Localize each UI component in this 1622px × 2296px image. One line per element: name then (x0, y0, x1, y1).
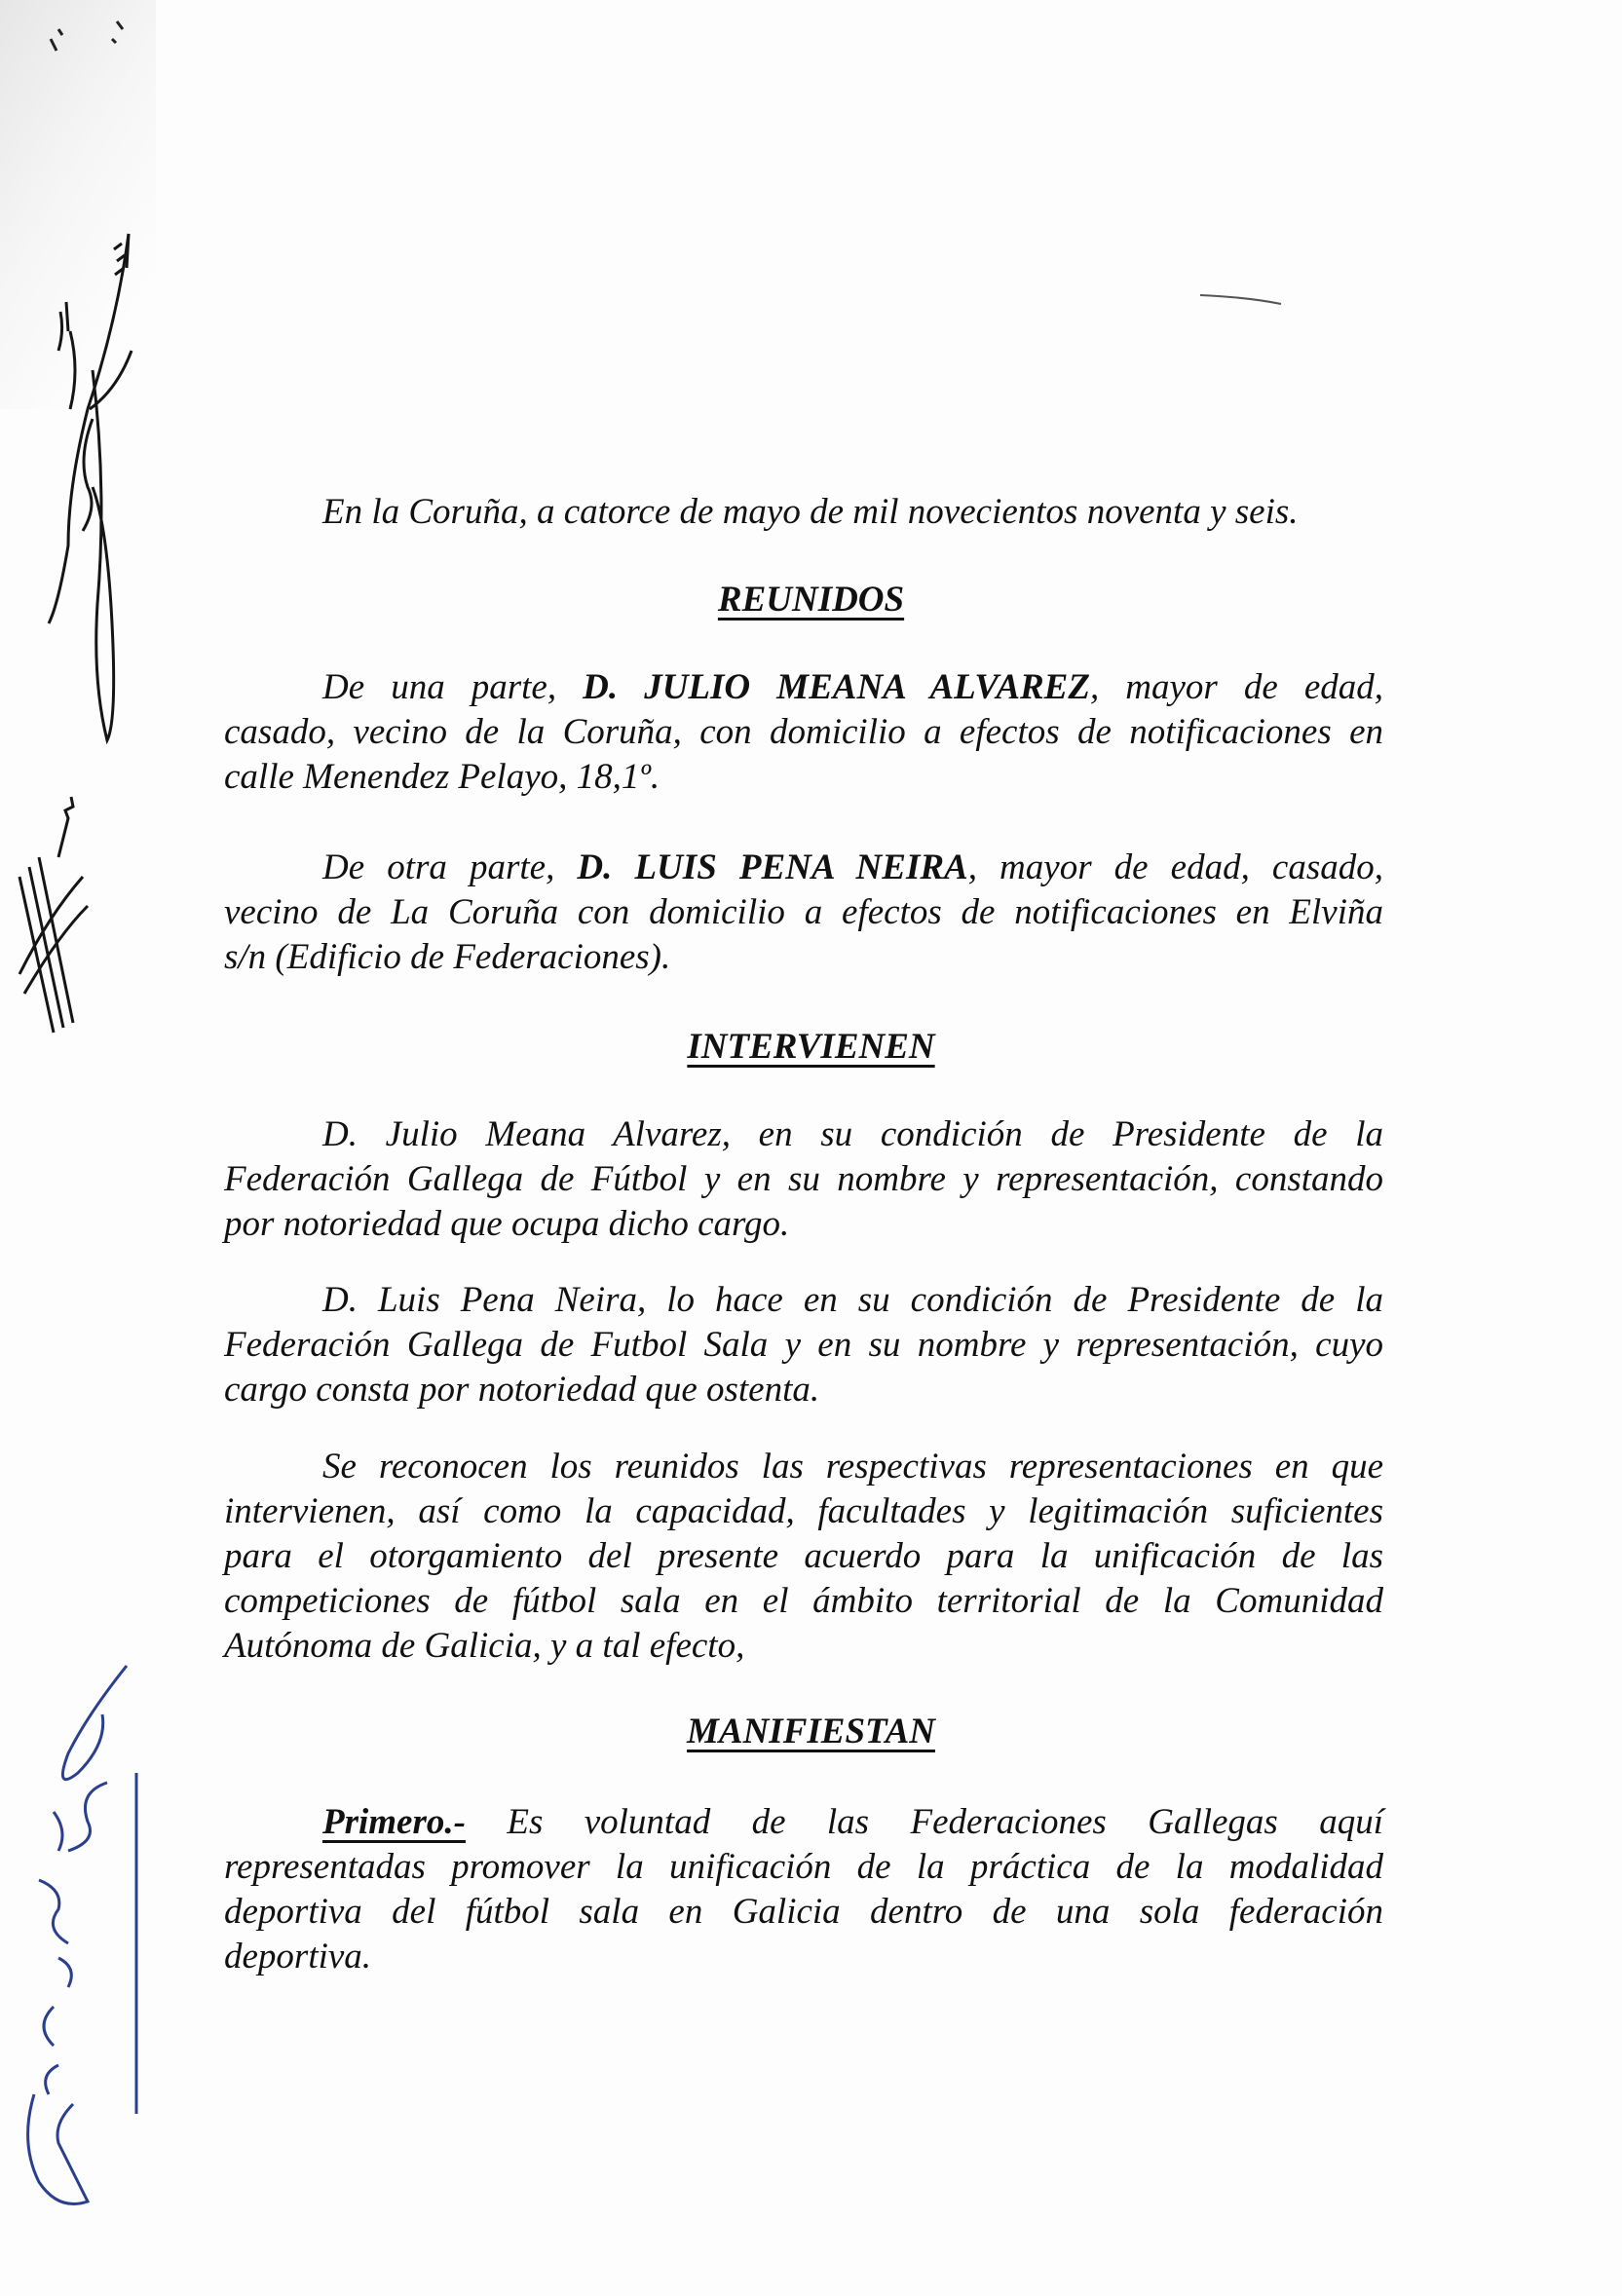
paragraph-line: calle Menendez Pelayo, 18,1º. (224, 757, 660, 797)
date-text: En la Coruña, a catorce de mayo de mil novecientos noventa y seis. (322, 492, 1299, 532)
paragraph-line: D. Julio Meana Alvarez, en su condición de Presidente de la (322, 1114, 1383, 1154)
party-name: D. LUIS PENA NEIRA (577, 847, 968, 887)
paragraph-line: D. Luis Pena Neira, lo hace en su condición de Presidente de la (322, 1280, 1383, 1320)
paragraph-line: Federación Gallega de Futbol Sala y en su nombre y representación, cuyo (224, 1325, 1383, 1365)
party-name: D. JULIO MEANA ALVAREZ (583, 667, 1090, 707)
heading-intervienen (0, 1025, 1622, 1070)
heading-text: REUNIDOS (717, 580, 905, 620)
paragraph-line: vecino de La Coruña con domicilio a efectos de notificaciones en Elviña (224, 892, 1383, 932)
date-line (224, 490, 1383, 535)
paragraph-line: Autónoma de Galicia, y a tal efecto, (224, 1626, 745, 1666)
signature-julio-meana (49, 234, 132, 740)
paragraph-line: por notoriedad que ocupa dicho cargo. (224, 1204, 790, 1244)
text: Es voluntad de las Federaciones Gallegas aquí (465, 1802, 1383, 1842)
paragraph-line (224, 846, 1383, 890)
heading-text: INTERVIENEN (687, 1027, 935, 1067)
heading-text: MANIFIESTAN (687, 1712, 935, 1751)
text: , mayor de edad, (1089, 667, 1384, 707)
paragraph-primero (224, 1800, 1383, 1979)
paragraph-reconocen (224, 1445, 1383, 1669)
paragraph-line: Se reconocen los reunidos las respectivas representaciones en que (322, 1447, 1383, 1487)
text: , mayor de edad, casado, (967, 847, 1383, 887)
paragraph-line (224, 1800, 1383, 1845)
paragraph-line: deportiva del fútbol sala en Galicia dentro de una sola federación (224, 1892, 1383, 1932)
paragraph-line (224, 665, 1383, 710)
signature-luis-pena-initial (19, 797, 88, 1033)
text: De una parte, (322, 667, 557, 707)
paragraph-line: competiciones de fútbol sala en el ámbito territorial de la Comunidad (224, 1581, 1383, 1621)
paragraph-line: cargo consta por notoriedad que ostenta. (224, 1370, 820, 1410)
paragraph-line: Federación Gallega de Fútbol y en su nombre y representación, constando (224, 1159, 1383, 1199)
text: De otra parte, (322, 847, 555, 887)
clause-label: Primero.- (322, 1802, 466, 1842)
paragraph-line: s/n (Edificio de Federaciones). (224, 937, 671, 977)
pen-mark (1200, 295, 1281, 304)
paragraph-julio (224, 1112, 1383, 1247)
paragraph-line: representadas promover la unificación de la práctica de la modalidad (224, 1847, 1383, 1887)
heading-manifiestan (0, 1710, 1622, 1754)
paragraph-line: intervienen, así como la capacidad, facultades y legitimación suficientes (224, 1491, 1383, 1531)
paragraph-luis (224, 1278, 1383, 1412)
paragraph-line: casado, vecino de la Coruña, con domicilio a efectos de notificaciones en (224, 712, 1383, 752)
paragraph-line: para el otorgamiento del presente acuerdo para la unificación de las (224, 1536, 1383, 1576)
paragraph-line: deportiva. (224, 1937, 372, 1976)
paragraph-parte-otra (224, 846, 1383, 980)
paragraph-parte-una (224, 665, 1383, 800)
heading-reunidos (0, 578, 1622, 622)
